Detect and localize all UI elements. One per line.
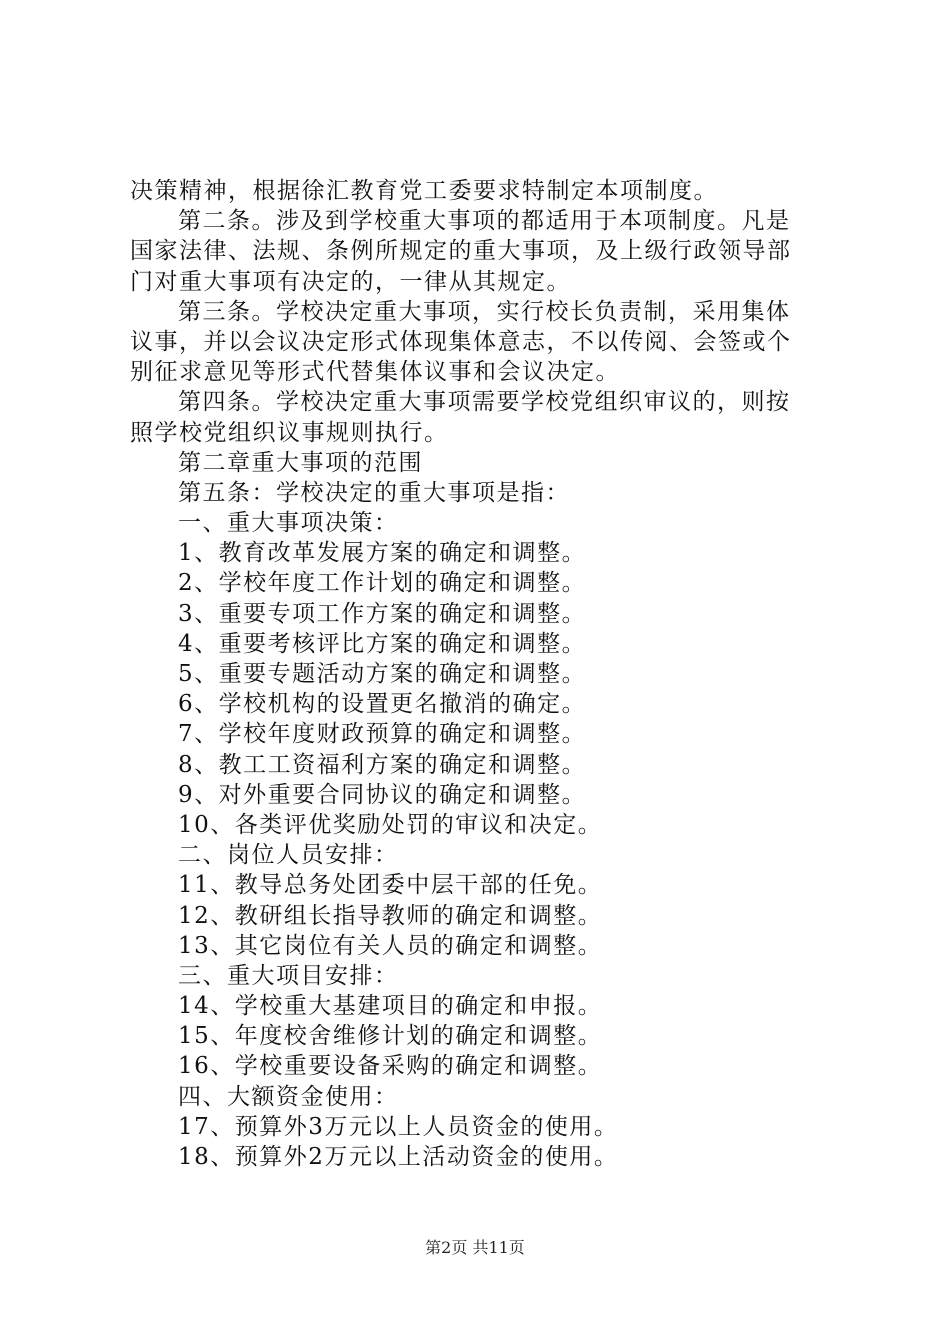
text-line: 第五条：学校决定的重大事项是指： — [178, 479, 570, 506]
text-line: 9、对外重要合同协议的确定和调整。 — [178, 781, 587, 808]
text-line: 三、重大项目安排： — [178, 962, 399, 989]
text-line: 8、教工工资福利方案的确定和调整。 — [178, 751, 587, 778]
text-line: 照学校党组织议事规则执行。 — [130, 419, 449, 446]
text-line: 17、预算外3万元以上人员资金的使用。 — [178, 1113, 619, 1140]
text-line: 议事，并以会议决定形式体现集体意志，不以传阅、会签或个 — [130, 328, 792, 355]
text-line: 二、岗位人员安排： — [178, 842, 399, 869]
text-line: 别征求意见等形式代替集体议事和会议决定。 — [130, 359, 620, 386]
text-line: 1、教育改革发展方案的确定和调整。 — [178, 540, 587, 567]
text-line: 一、重大事项决策： — [178, 510, 399, 537]
text-line: 7、学校年度财政预算的确定和调整。 — [178, 721, 587, 748]
text-line: 3、重要专项工作方案的确定和调整。 — [178, 600, 587, 627]
page-footer: 第2页 共11页 — [425, 1238, 525, 1257]
text-line: 第二章重大事项的范围 — [178, 449, 423, 476]
text-line: 18、预算外2万元以上活动资金的使用。 — [178, 1144, 619, 1170]
text-line: 第三条。学校决定重大事项，实行校长负责制，采用集体 — [178, 298, 791, 325]
text-line: 6、学校机构的设置更名撤消的确定。 — [178, 691, 587, 718]
text-line: 2、学校年度工作计划的确定和调整。 — [178, 570, 587, 597]
text-line: 16、学校重要设备采购的确定和调整。 — [178, 1053, 603, 1080]
text-line: 第二条。涉及到学校重大事项的都适用于本项制度。凡是 — [178, 208, 791, 235]
text-line: 决策精神，根据徐汇教育党工委要求特制定本项制度。 — [130, 178, 718, 204]
text-line: 门对重大事项有决定的，一律从其规定。 — [130, 268, 571, 295]
text-line: 10、各类评优奖励处罚的审议和决定。 — [178, 811, 603, 838]
text-line: 5、重要专题活动方案的确定和调整。 — [178, 661, 587, 687]
text-line: 四、大额资金使用： — [178, 1083, 399, 1110]
document-body — [130, 176, 835, 1172]
text-line: 4、重要考核评比方案的确定和调整。 — [178, 630, 587, 657]
text-line: 14、学校重大基建项目的确定和申报。 — [178, 993, 603, 1020]
text-line: 国家法律、法规、条例所规定的重大事项，及上级行政领导部 — [130, 238, 792, 265]
text-line: 第四条。学校决定重大事项需要学校党组织审议的，则按 — [178, 389, 791, 416]
text-line: 13、其它岗位有关人员的确定和调整。 — [178, 932, 603, 959]
text-line: 11、教导总务处团委中层干部的任免。 — [178, 872, 603, 899]
text-line: 12、教研组长指导教师的确定和调整。 — [178, 902, 603, 929]
text-line: 15、年度校舍维修计划的确定和调整。 — [178, 1023, 603, 1050]
